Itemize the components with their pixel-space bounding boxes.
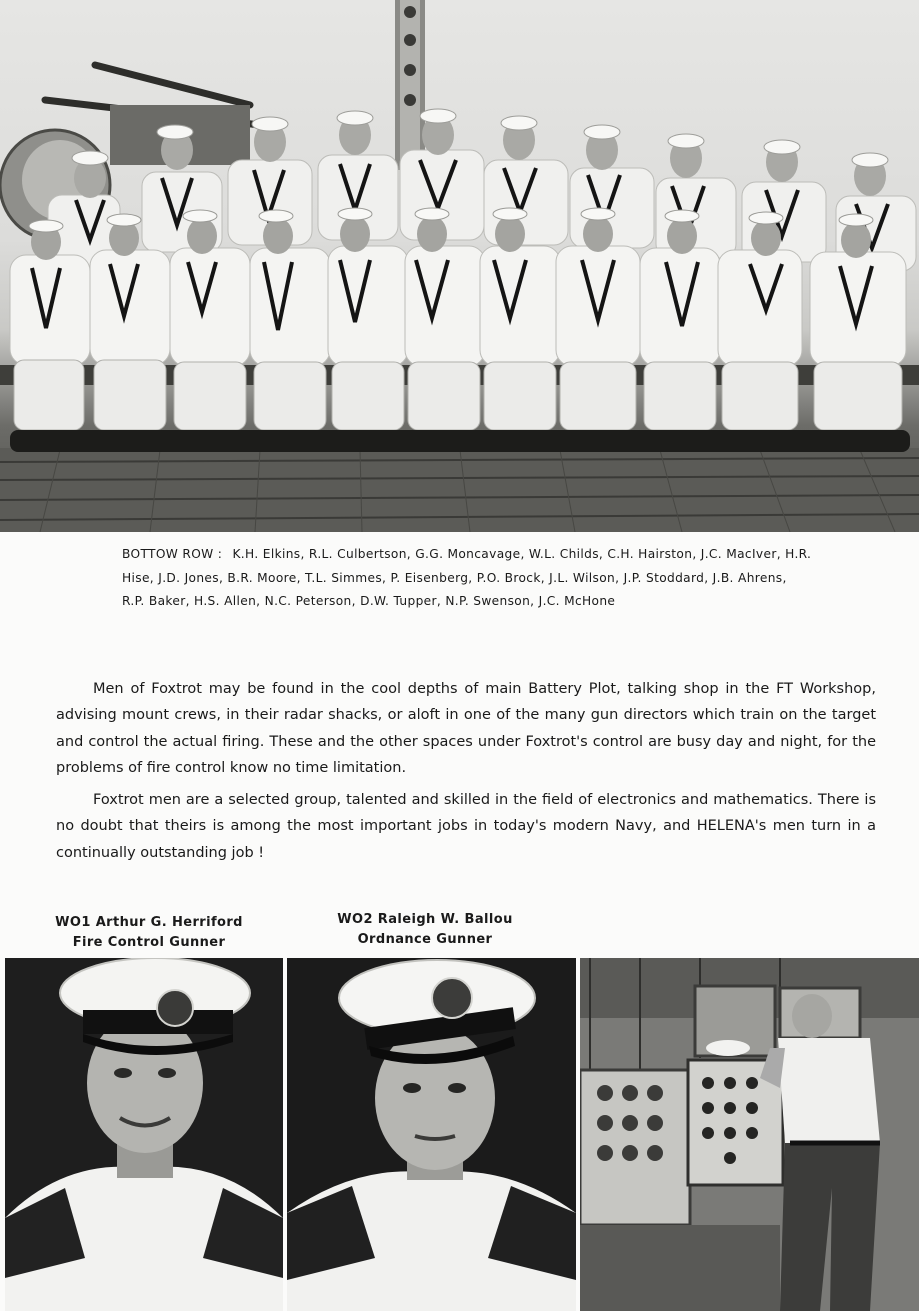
caption-row-label: BOTTOW ROW : [122, 547, 223, 561]
officer-2-name: WO2 Raleigh W. Ballou [337, 912, 513, 927]
body-text [56, 676, 876, 872]
group-photo [0, 0, 919, 532]
body-paragraph-1: Men of Foxtrot may be found in the cool depths of main Battery Plot, talking shop in the FT Workshop, advising mount crews, in their radar shacks, or aloft in one of the many gun directors which train on the target and control the actual firing. These and the other spaces under Foxtrot's control are busy day and night, for the problems of fire control know no time limitation. [56, 681, 876, 776]
equipment-photo [580, 958, 919, 1311]
officer-1-title: Fire Control Gunner [72, 935, 226, 950]
portrait-ballou [287, 958, 576, 1311]
equipment-photo-illustration [580, 958, 919, 1311]
officer-1-name: WO1 Arthur G. Herriford [55, 915, 243, 930]
officer-caption-2 [300, 910, 550, 950]
body-paragraph-2: Foxtrot men are a selected group, talented and skilled in the field of electronics and mathematics. There is no doubt that theirs is among the most important jobs in today's modern Navy, and HELENA's men turn in a continually outstanding job ! [56, 792, 876, 861]
portrait-herriford-illustration [5, 958, 283, 1311]
photo-caption [122, 543, 812, 614]
caption-names: K.H. Elkins, R.L. Culbertson, G.G. Moncavage, W.L. Childs, C.H. Hairston, J.C. MacIver, H.R. Hise, J.D. Jones, B.R. Moore, T.L. Simmes, P. Eisenberg, P.O. Brock, J.L. Wilson, J.P. Stoddard, J.B. Ahrens, R.P. Baker, H.S. Allen, N.C. Peterson, D.W. Tupper, N.P. Swenson, J.C. McHone [122, 547, 812, 608]
officer-2-title: Ordnance Gunner [357, 932, 493, 947]
officer-caption-1 [24, 913, 274, 953]
group-photo-illustration [0, 0, 919, 532]
portrait-herriford [5, 958, 283, 1311]
portrait-ballou-illustration [287, 958, 576, 1311]
